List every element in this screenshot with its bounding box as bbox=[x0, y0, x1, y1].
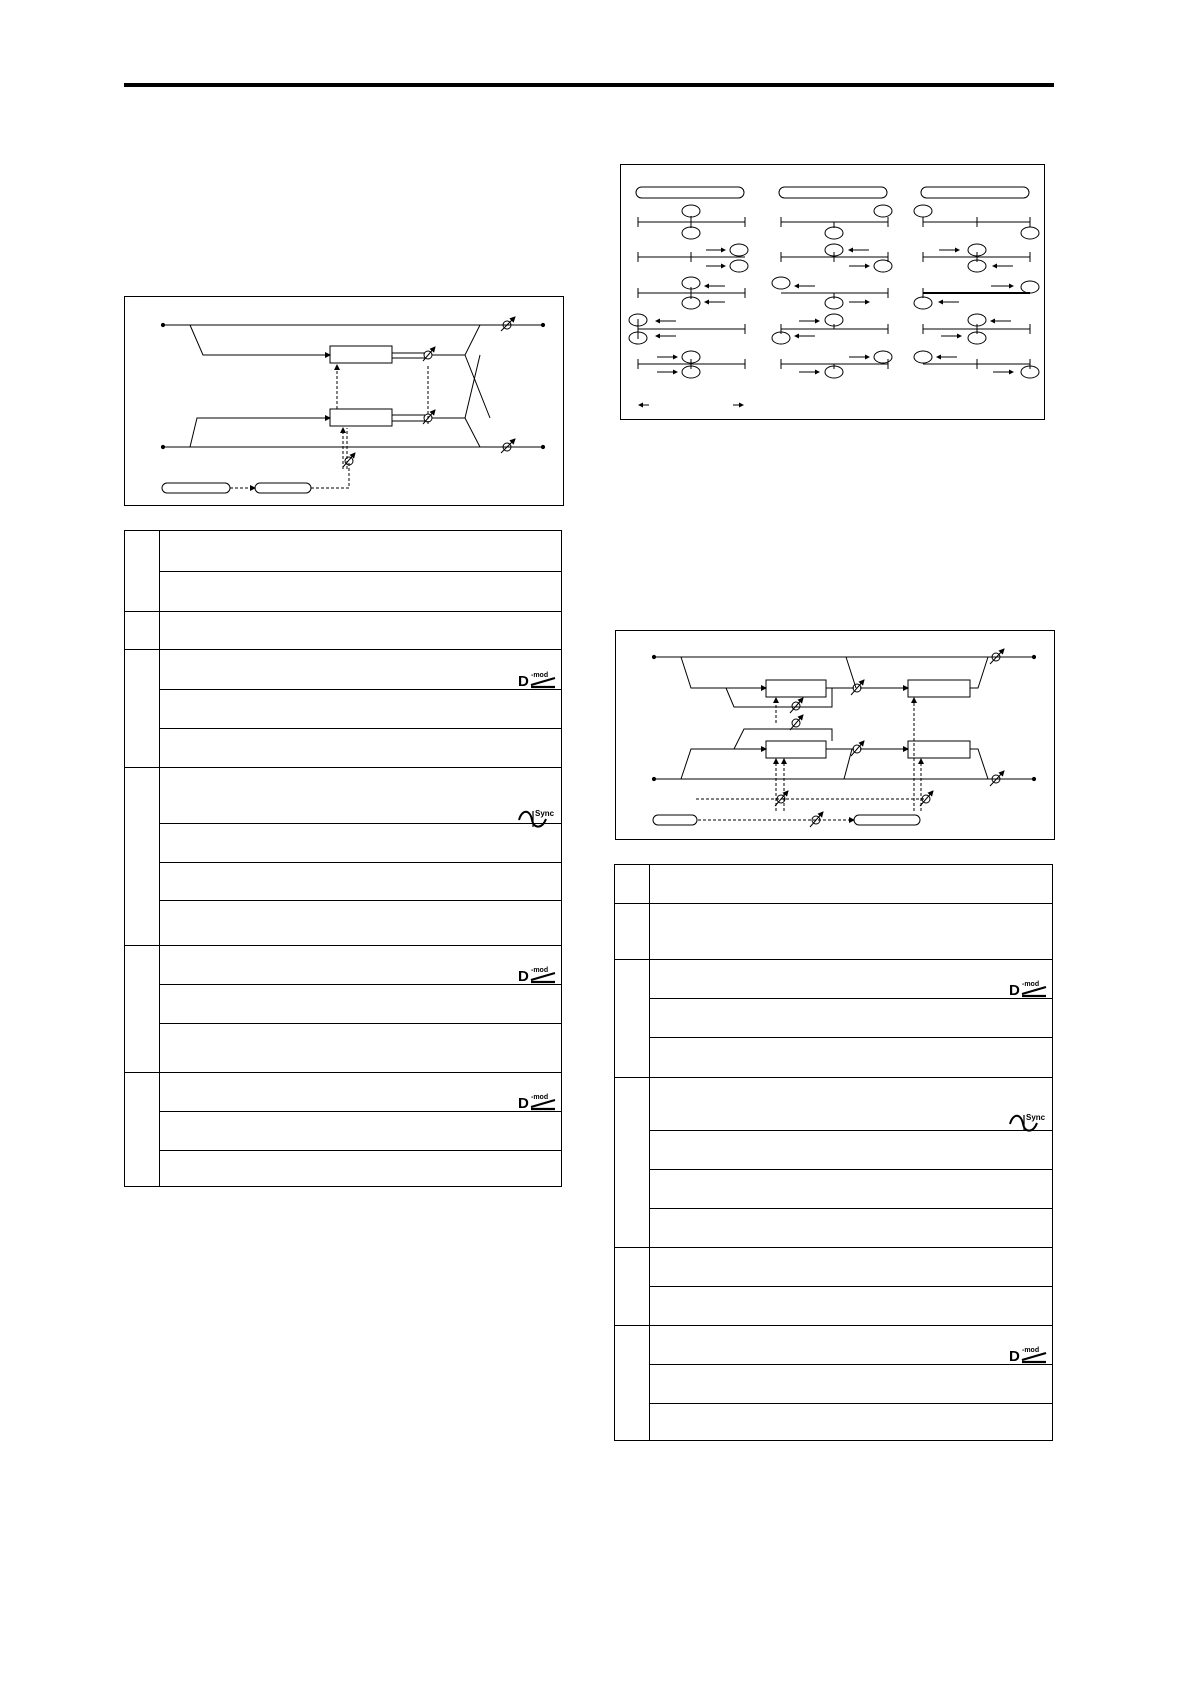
dmod-letter: D bbox=[518, 673, 529, 690]
diagram-left-svg bbox=[125, 297, 563, 505]
dmod-label: -mod bbox=[531, 672, 549, 679]
row-divider bbox=[649, 1208, 1052, 1209]
dmod-label: -mod bbox=[1022, 981, 1040, 988]
group-divider bbox=[125, 611, 561, 612]
row-divider bbox=[159, 571, 561, 572]
row-divider bbox=[649, 1130, 1052, 1131]
row-divider bbox=[649, 998, 1052, 999]
group-column bbox=[125, 531, 160, 1186]
mode-grid-svg bbox=[621, 165, 1044, 419]
mode-grid-diagram bbox=[620, 164, 1045, 420]
row-divider bbox=[649, 1037, 1052, 1038]
dmod-label: -mod bbox=[1022, 1347, 1040, 1354]
row-divider bbox=[159, 823, 561, 824]
dmod-icon bbox=[518, 965, 558, 985]
row-divider bbox=[159, 1150, 561, 1151]
row-divider bbox=[159, 862, 561, 863]
row-divider bbox=[159, 900, 561, 901]
sync-icon bbox=[1007, 1111, 1049, 1133]
row-divider bbox=[159, 1023, 561, 1024]
block-diagram-right bbox=[615, 630, 1055, 840]
group-divider bbox=[615, 959, 1052, 960]
group-divider bbox=[615, 1325, 1052, 1326]
group-divider bbox=[615, 903, 1052, 904]
header-rule bbox=[124, 83, 1054, 87]
dmod-icon bbox=[518, 1092, 558, 1112]
dmod-letter: D bbox=[518, 1095, 529, 1112]
row-divider bbox=[649, 1286, 1052, 1287]
dmod-label: -mod bbox=[531, 1094, 549, 1101]
sync-label: Sync bbox=[535, 809, 555, 818]
row-divider bbox=[649, 1169, 1052, 1170]
dmod-label: -mod bbox=[531, 967, 549, 974]
dmod-icon bbox=[1009, 979, 1049, 999]
group-divider bbox=[615, 1247, 1052, 1248]
row-divider bbox=[159, 1111, 561, 1112]
dmod-icon bbox=[1009, 1345, 1049, 1365]
parameter-table-right bbox=[614, 864, 1053, 1441]
group-divider bbox=[615, 1077, 1052, 1078]
row-divider bbox=[159, 689, 561, 690]
dmod-letter: D bbox=[1009, 1348, 1020, 1365]
dmod-letter: D bbox=[1009, 982, 1020, 999]
diagram-right-svg bbox=[616, 631, 1054, 839]
row-divider bbox=[649, 1364, 1052, 1365]
group-divider bbox=[125, 1072, 561, 1073]
group-divider bbox=[125, 945, 561, 946]
row-divider bbox=[159, 728, 561, 729]
dmod-letter: D bbox=[518, 968, 529, 985]
sync-label: Sync bbox=[1026, 1113, 1046, 1122]
parameter-table-left bbox=[124, 530, 562, 1187]
dmod-icon bbox=[518, 670, 558, 690]
group-column bbox=[615, 865, 650, 1440]
group-divider bbox=[125, 649, 561, 650]
row-divider bbox=[649, 1403, 1052, 1404]
block-diagram-left bbox=[124, 296, 564, 506]
row-divider bbox=[159, 984, 561, 985]
sync-icon bbox=[516, 807, 558, 829]
group-divider bbox=[125, 767, 561, 768]
